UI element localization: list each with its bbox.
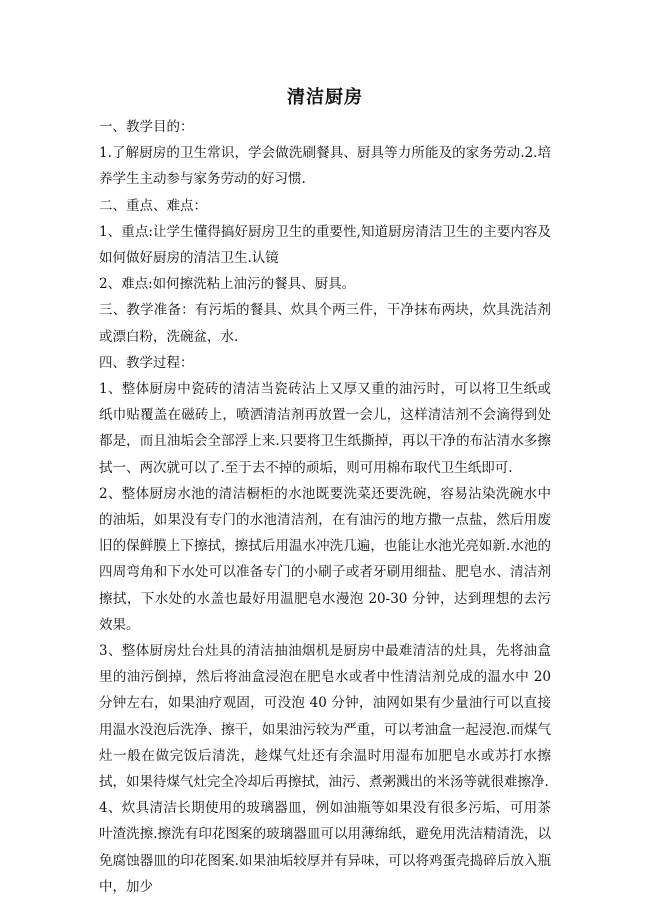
document-body [99, 114, 551, 900]
section-heading-key-points: 二、重点、难点： [99, 197, 207, 214]
difficulty-text: 2、难点:如何擦洗粘上油污的餐具、厨具。 [99, 276, 356, 293]
process-step-tiles: 1、整体厨房中瓷砖的清洁当瓷砖沾上又厚又重的油污时，可以将卫生纸或纸巾贴覆盖在磁砖上，喷洒清洁剂再放置一会儿，这样清洁剂不会滴得到处都是，而且油垢会全部浮上来.只要将卫生纸撕掉，再以干净的布沾清水多擦拭一、两次就可以了.至于去不掉的顽垢，则可用棉布取代卫生纸即可. [99, 381, 551, 476]
key-point-text: 1、重点:让学生懂得搞好厨房卫生的重要性,知道厨房清洁卫生的主要内容及如何做好厨房的清洁卫生.认镜 [99, 223, 551, 267]
document-title: 清洁厨房 [287, 87, 363, 108]
objectives-text: 1.了解厨房的卫生常识，学会做洗刷餐具、厨具等力所能及的家务劳动.2.培养学生主动参与家务劳动的好习惯. [99, 145, 551, 188]
process-step-cookware: 4、炊具清洁长期使用的玻璃器皿，例如油瓶等如果没有很多污垢，可用茶叶渣洗擦.擦洗有印花图案的玻璃器皿可以用薄绵纸，避免用洗洁精清洗，以免腐蚀器皿的印花图案.如果油垢较厚并有异味，可以将鸡蛋壳捣碎后放入瓶中，加少 [99, 800, 551, 895]
section-heading-objectives: 一、教学目的： [99, 119, 194, 135]
process-step-sink: 2、整体厨房水池的清洁橱柜的水池既要洗菜还要洗碗，容易沾染洗碗水中的油垢，如果没有专门的水池清洁剂，在有油污的地方撒一点盐，然后用废旧的保鲜膜上下擦拭，擦拭后用温水冲洗几遍，也能让水池光亮如新.水池的四周弯角和下水处可以准备专门的小刷子或者牙刷用细盐、肥皂水、清洁剂擦拭，下水处的水盖也最好用温肥皂水漫泡 20-30 分钟，达到理想的去污效果。 [99, 485, 551, 633]
section-heading-process: 四、教学过程： [99, 354, 194, 371]
preparation-text: 三、教学准备：有污垢的餐具、炊具个两三件，干净抹布两块，炊具洗洁剂或漂白粉，洗碗盆，水. [99, 302, 551, 345]
process-step-stove: 3、整体厨房灶台灶具的清洁抽油烟机是厨房中最难清洁的灶具，先将油盒里的油污倒掉，然后将油盒浸泡在肥皂水或者中性清洁剂兑成的温水中 20 分钟左右，如果油疗观固，可没泡 40 分钟，油网如果有少量油行可以直接用温水没泡后洗净、擦干，如果油污较为严重，可以考油盒一起浸泡.而煤气灶一般在做完饭后清洗，趁煤气灶还有余温时用湿布加肥皂水或苏打水擦拭，如果待煤气灶完全冷却后再擦拭，油污、煮粥溅出的米汤等就很难擦净. [99, 643, 551, 791]
